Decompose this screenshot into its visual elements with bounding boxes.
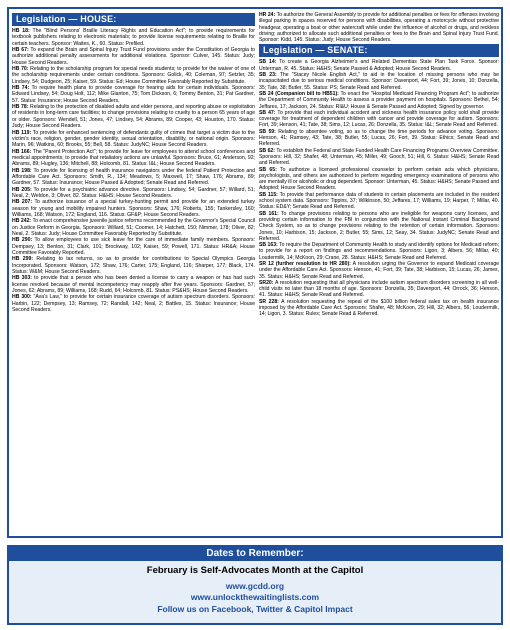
bill-entry [259, 148, 499, 167]
bill-description: Relating to the protection of disabled adults and elder persons, and reporting abuse or exploitation of residents in long-term care facilities; to change provisions relating to cruelty to a person 65 years of age or older. Sponsors: Wendell, 51; Jones, 47; Lindsey, 54; Abrams, 89; Cooper, 43; Houston, 170. Status: Judy; House Second Readers. [12, 104, 255, 130]
senate-heading: Legislation — SENATE: [259, 44, 499, 57]
bill-entry [12, 256, 255, 275]
bill-description: Relating to absentee voting, so as to change the time periods for advance voting. Sponsors: Henson, 41; Ramsey, 43; Tate, 38; Butler, 55; Lucas, 26; Fort, 39. Status: Ethics; Senate Read and Referred. [259, 128, 499, 148]
senate-column [259, 12, 499, 533]
bill-entry [12, 149, 255, 168]
house-heading: Legislation — HOUSE: [12, 13, 255, 26]
bill-entry [259, 167, 499, 192]
bill-entry [12, 168, 255, 187]
bill-description: To authorize issuance of a special turkey-hunting permit and provide for an extended turkey season for young and mobility impaired hunters. Sponsors: Shaw, 176; Roberts, 155; Tankersley, 160; Williams, 168; Watson, 172; England, 116. Status: GF&P; House Second Readers. [12, 199, 255, 218]
bill-number: SB 161: [259, 210, 279, 217]
bill-number: SR20: [259, 279, 274, 286]
bill-number: HB 67: [12, 47, 29, 54]
bill-description: Relating to the scholarship program for special needs students; to provide for the waiver of one of the scholarship requirements under certain conditions. Sponsors: Golick, 40; Coleman, 97; Setzler, 35; Lindsey, 54; Dudgeon, 25; Kaiser, 59. Status: Ed; House Committee Favorably Reported by Substitute. [12, 66, 255, 85]
bill-entry [259, 129, 499, 148]
bill-entry [259, 12, 499, 43]
bill-entry [12, 218, 255, 237]
bill-entry [259, 211, 499, 242]
bill-number: HB 166: [12, 148, 32, 155]
legislation-panel [7, 7, 503, 538]
bill-number: SB 47: [259, 109, 276, 116]
bill-description: To expand the Brain and Spinal Injury Trust Fund provisions under the Constitution of Georgia to authorize additional penalty assessments for additional violations. Sponsor: Culver, 145. Status: Judy; House Second Readers. [12, 47, 255, 66]
bill-entry [12, 28, 255, 47]
bill-description: To establish the Federal and State Funded Health Care Financing Programs Overview Committee. Sponsors: Hill, 32; Shafer, 48; Unterman, 45; Miller, 49; Gooch, 51; Hill, 6. Status: H&HS; Senate Read and Referred. [259, 147, 499, 167]
dates-title: Dates to Remember: [9, 547, 501, 561]
bill-number: HB 303: [12, 275, 32, 282]
house-column [12, 12, 255, 533]
bill-entry [12, 187, 255, 200]
bill-number: SB 23: [259, 72, 277, 79]
bill-description: To allow employees to use sick leave for the care of immediate family members. Sponsors: Dempsey, 13; Benton, 31; Clark, 101; Brockway, 102; Kaiser, 59; Powell, 171. Status: HR&A; House Committee Favorably Reported. [12, 237, 255, 257]
bill-number: SB 62: [259, 147, 275, 154]
bill-number: SB 24 (Companion bill to HB51): [259, 90, 339, 97]
waiting-lists-link[interactable]: www.unlockthewaitinglists.com [190, 592, 320, 602]
senate-bill-list [259, 59, 499, 317]
bill-number: SR 12 (further resolution to HR 280): [259, 260, 351, 267]
bill-description: The "Blind Persons' Braille Literacy Rights and Education Act"; to provide requirements for textbook publishers relating to electronic materials; to provide license requirements relating to Braille for certain teachers. Sponsor: Waites, K., 60. Status: Prefiled. [12, 28, 255, 47]
bill-entry [12, 47, 255, 66]
bill-description: "Ava's Law," to provide for certain insurance coverage of autism spectrum disorders. Sponsors: Harbin, 122; Dempsey, 13; Ramsey, 72; Randall, 142; Neal, 2; Battles, 15. Status: Insurance; House Second Readers. [12, 294, 255, 314]
bill-description: To authorize the General Assembly to provide for additional penalties or fees for offenses involving illegal parking in spaces reserved for persons with disabilities, operating a motorcycle without protective headgear, operating a boat or other watercraft while under the influence of alcohol or drugs, and reckless driving; authorized to allocate such additional penalties or fees to the Brain and Spinal Injury Trust Fund. Sponsor: Kidd, 145. Status: Judy; House Second Readers. [259, 12, 499, 44]
bill-entry [12, 85, 255, 104]
bill-description: To provide for enhanced sentencing of defendants guilty of crimes that target a victim due to the victim's race, religion, gender, gender identity, sexual orientation, disability, or national origin. Sponsors: Marin, 96; Watkins, 60; Brooks, 55; Bell, 58. Status: JudyNC; House Second Readers. [12, 129, 255, 149]
bill-entry [12, 66, 255, 85]
bill-entry [12, 294, 255, 313]
bill-description: To provide that each individual accident and sickness health insurance policy sold shall provide coverage for treatment of dependent children with cancer and provide coverage for autism. Sponsors: Fort, 39; Henson, 41; Tate, 38; Sims, 12; Lucas, 26; Donzella, 35. Status: I&L; Senate Read and Referred. [259, 109, 499, 129]
bill-number: SB 59: [259, 128, 276, 135]
bill-description: to provide that a person who has been denied a license to carry a weapon or has had such license revoked because of mental incompetency may reapply after five years. Sponsors: Gardner, 57; Jones, 62; Abrams, 89; Williams, 168; Rudd, 64; Holcomb, 81. Status: PS&HS; House Second Readers. [12, 275, 255, 295]
bill-number: HB 18: [12, 28, 30, 34]
bill-number: HB 198: [12, 167, 32, 174]
bill-entry [259, 72, 499, 91]
bill-description: To change provisions relating to persons who are ineligible for weapons carry licenses, and providing certain information to the FBI in conjunction with the National Instant Criminal Background Check System, so as to change provisions relating to the retention of certain information. Sponsors: Jones, 10; Harbison, 15; Jackson, 2; Butler, 55; Sims, 12; Seay, 34. Status: JudyNC; Senate Read and Referred. [259, 210, 499, 242]
bill-description: To authorize a licensed professional counselor to perform certain acts which physicians, psychologists, and others are authorized to perform regarding emergency examinations of persons who are mentally ill or alcoholic or drug dependent. Sponsor: Unterman, 45. Status: H&HS; Senate Passed and Adopted; House Second Readers. [259, 166, 499, 192]
house-resolution-list [259, 12, 499, 43]
bill-entry [12, 104, 255, 129]
bill-entry [259, 261, 499, 280]
bill-number: HB 119: [12, 129, 32, 136]
dates-to-remember-panel [7, 545, 503, 625]
month-note: February is Self-Advocates Month at the Capitol [146, 565, 364, 576]
bill-number: HB 290: [12, 237, 33, 244]
bill-description: A resolution urging the Governor to expand Medicaid coverage under the Affordable Care Act. Sponsors: Henson, 41; Fort, 39; Tate, 38; Harbison, 15; Lucas, 26; James, 35. Status: H&HS; Senate Read and Referred. [259, 260, 499, 280]
bill-description: To require the Department of Community Health to study and identify options for Medicaid reform; to provide for a report on findings and recommendations. Sponsors: Ligon, 3; Albers, 56; Millar, 40; Loudermilk, 14; McKoon, 29; Crane, 28. Status: H&HS; Senate Read and Referred. [259, 242, 499, 261]
bill-description: To create a Georgia Alzheimer's and Related Dementias State Plan Task Force. Sponsor: Unterman, R. 45. Status: H&HS; Senate Passed & Adopted; House Second Readers. [259, 59, 499, 72]
bill-entry [12, 130, 255, 149]
bill-entry [12, 199, 255, 218]
follow-us-text: Follow us on Facebook, Twitter & Capitol Impact [157, 604, 353, 614]
bill-entry [259, 110, 499, 129]
bill-description: To enact the "Hospital Medicaid Financing Program Act"; to authorize the Department of Community Health to assess a provider payment on hospitals. Sponsors: Bethel, 54; Jeffares, 17; Jackson, 24. Status: RI&U; House & Senate Passed and Adopted; Signed by governor. [259, 90, 499, 110]
bill-description: To provide that performance data of students in certain placements are included in the resident school system data. Sponsors: Tippins, 37; Wilkinson, 50; Jeffares, 17; Williams, 19; Harper, 7; Millar, 40. Status: ED&Y; Senate Read and Referred. [259, 191, 499, 211]
bill-entry [259, 59, 499, 72]
bill-number: SB 14: [259, 59, 277, 66]
bill-number: SB 163: [259, 242, 278, 249]
bill-number: HB 70: [12, 66, 29, 73]
bill-number: HB 207: [12, 199, 33, 206]
bill-number: HB 78: [12, 104, 29, 111]
bill-entry [12, 237, 255, 256]
house-bill-list [12, 28, 255, 313]
bill-description: To provide for a psychiatric advance directive. Sponsors: Lindsey, 54; Gardner, 57; Willard, 51; Neal, 2; Weldon, 3; Oliver, 82. Status: H&HS; House Second Readers. [12, 186, 255, 199]
bill-number: HB 299: [12, 256, 34, 263]
bill-description: To provide for licensing of health insurance navigators under the federal Patient Protection and Affordable Care Act. Sponsors: Smith, R., 134; Meadows, 5; Maxwell, 17; Shaw, 176; Abrams, 89; Gardner, 57. Status: Insurance; House Passed & Adopted; Senate Read and Referred. [12, 167, 255, 187]
bill-number: SR 228: [259, 298, 279, 305]
bill-description: A resolution requesting that all physicians include autism spectrum disorders screening in all well-child visits no later than 18 months of age. Sponsors: Donzella, 35; Davenport, 44; Orrock, 36; Henson, 41. Status: H&HS; Senate Read and Referred. [259, 279, 499, 299]
bill-entry [259, 299, 499, 318]
bill-entry [259, 280, 499, 299]
bill-number: HR 24: [259, 12, 276, 18]
bill-entry [259, 192, 499, 211]
bill-number: HB 242: [12, 218, 32, 225]
gcdd-link[interactable]: www.gcdd.org [225, 581, 285, 591]
bill-description: To require health plans to provide coverage for hearing aids for certain individuals. Sponsors: Edward Lindsey, 54; Doug Holt, 112; Mike Glanton, 75; Tom Dickson, 6; Tommy Benton, 31; Pat Gardner, 57. Status: Insurance; House Second Readers. [12, 85, 255, 104]
bill-number: SB 115: [259, 191, 278, 198]
bill-description: The "Parent Protection Act"; to provide for leave for employees to attend school conferences and medical appointments; to provide that retaliatory actions are unlawful. Sponsors: Bruce, 61; Anderson, 92; Abrams, 89; Hugley, 136; Mitchell, 88; Holcomb, 81. Status: I&L; House Second Readers. [12, 148, 255, 168]
bill-number: HB 300: [12, 294, 32, 301]
bill-entry [12, 275, 255, 294]
bill-description: A resolution requesting the repeal of the $100 billion federal sales tax on health insurance imposed by the Affordable Care Act. Sponsors: Shafer, 48; McKoon, 29; Hill, 32; Albers, 56; Loudermilk, 14; Ligon, 3. Status: Rules; Senate Read & Referred. [259, 298, 499, 318]
bill-description: The "Stacey Nicole English Act," to aid in the location of missing persons who may be incapacitated due to serious medical conditions. Sponsor: Davenport, 44; Fort, 39; Jones, 10; Donzella, 35; Tate, 38; Butler, 55. Status: PS; Senate Read and Referred. [259, 72, 499, 91]
bill-number: SB 65: [259, 166, 277, 173]
bill-description: Relating to tax returns, so as to provide for contributions to Special Olympics Georgia Incorporated. Sponsors: Watson, 172; Shaw, 176; Carter, 175; England, 116; Sharper, 177; Black, 174. Status: W&M; House Second Readers. [12, 256, 255, 276]
bill-number: HB 74: [12, 85, 30, 92]
bill-entry [259, 91, 499, 110]
bill-number: HB 205: [12, 186, 32, 193]
bill-entry [259, 242, 499, 261]
bill-description: To enact comprehensive juvenile justice reforms recommended by the Governor's Special Council on Justice Reform in Georgia. Sponsors: Willard, 51; Coomer, 14; Hatchett, 150; Nimmer, 178; Oliver, 82; Neal, 2. Status: Judy; House Committee Favorably Reported by Substitute. [12, 218, 255, 237]
